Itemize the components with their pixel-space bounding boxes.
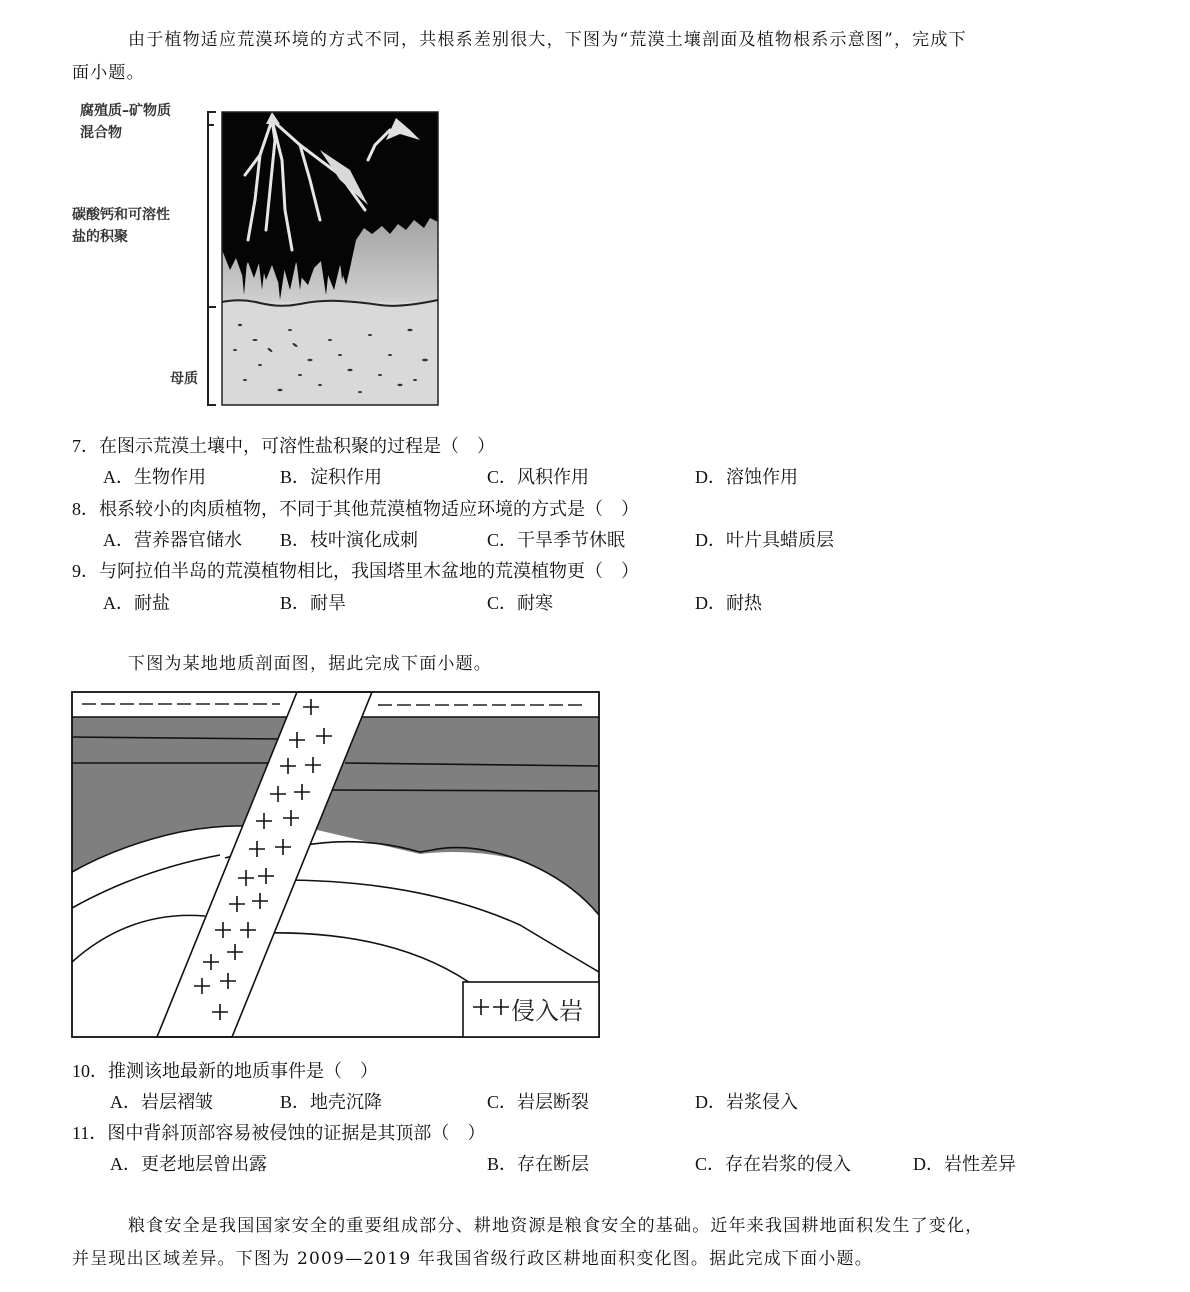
option-b[interactable]: B．淀积作用 — [280, 467, 383, 487]
label-calcium-salt: 碳酸钙和可溶性 盐的积聚 — [72, 207, 170, 245]
question-stem: 9．与阿拉伯半岛的荒漠植物相比，我国塔里木盆地的荒漠植物更（ ） — [72, 561, 639, 581]
label-humus: 腐殖质–矿物质 混合物 — [80, 103, 171, 141]
option-a[interactable]: A．更老地层曾出露 — [110, 1154, 267, 1174]
option-a[interactable]: A．岩层褶皱 — [110, 1092, 213, 1112]
section1-intro-line2: 面小题。 — [72, 63, 145, 83]
option-d[interactable]: D．叶片具蜡质层 — [695, 530, 834, 550]
question-stem: 10．推测该地最新的地质事件是（ ） — [72, 1061, 378, 1081]
section3-intro: 粮食安全是我国国家安全的重要组成部分、耕地资源是粮食安全的基础。近年来我国耕地面积发生了变化， 并呈现出区域差异。下图为 2009—2019 年我国省级行政区耕地面积变化图。据此完成下面小题。 — [72, 1216, 984, 1269]
option-a[interactable]: A．生物作用 — [103, 467, 206, 487]
option-d[interactable]: D．岩浆侵入 — [695, 1092, 798, 1112]
option-c[interactable]: C．耐寒 — [487, 593, 554, 613]
question-stem: 8．根系较小的肉质植物，不同于其他荒漠植物适应环境的方式是（ ） — [72, 499, 639, 519]
option-b[interactable]: B．耐旱 — [280, 593, 347, 613]
option-c[interactable]: C．风积作用 — [487, 467, 590, 487]
option-c[interactable]: C．干旱季节休眠 — [487, 530, 626, 550]
option-b[interactable]: B．地壳沉降 — [280, 1092, 383, 1112]
label-parent-material: 母质 — [170, 371, 198, 387]
option-c[interactable]: C．岩层断裂 — [487, 1092, 590, 1112]
option-d[interactable]: D．岩性差异 — [913, 1154, 1016, 1174]
option-a[interactable]: A．营养器官储水 — [103, 530, 242, 550]
option-b[interactable]: B．枝叶演化成刺 — [280, 530, 419, 550]
question-stem: 7．在图示荒漠土壤中，可溶性盐积聚的过程是（ ） — [72, 436, 495, 456]
option-b[interactable]: B．存在断层 — [487, 1154, 590, 1174]
option-d[interactable]: D．溶蚀作用 — [695, 467, 798, 487]
option-a[interactable]: A．耐盐 — [103, 593, 170, 613]
option-d[interactable]: D．耐热 — [695, 593, 762, 613]
legend-intrusive-rock: 侵入岩 — [511, 997, 583, 1025]
question-stem: 11．图中背斜顶部容易被侵蚀的证据是其顶部（ ） — [72, 1123, 486, 1143]
section2-intro: 下图为某地地质剖面图，据此完成下面小题。 — [128, 654, 492, 674]
section1-intro-line1: 由于植物适应荒漠环境的方式不同，共根系差别很大，下图为“荒漠土壤剖面及植物根系示意图”，完成下 — [128, 30, 967, 50]
option-c[interactable]: C．存在岩浆的侵入 — [695, 1154, 852, 1174]
